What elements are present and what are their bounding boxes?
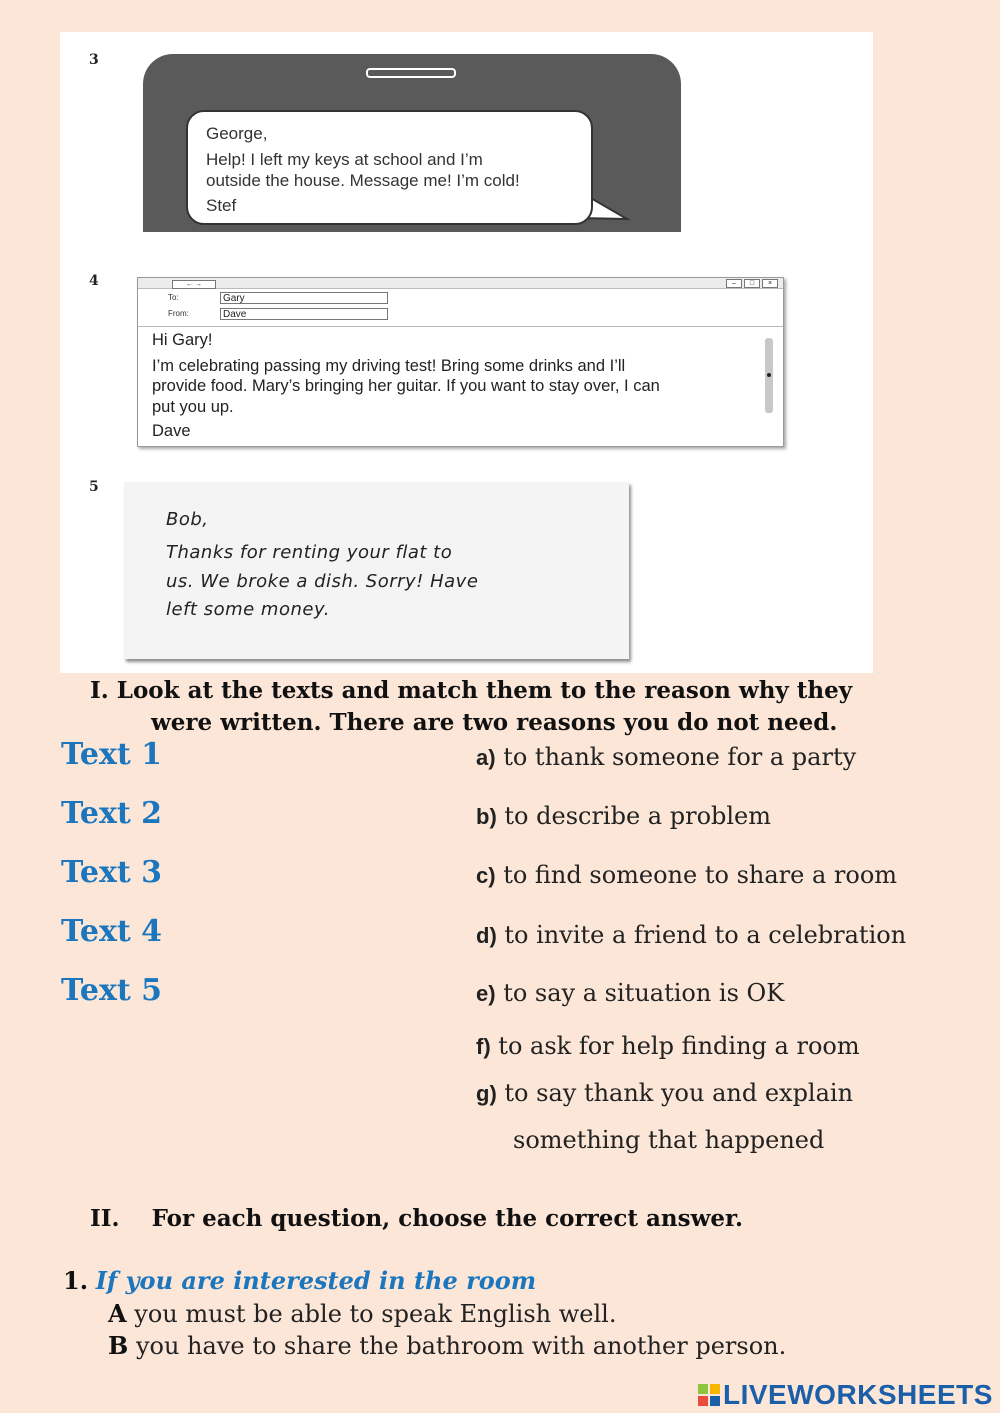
email-header: [138, 288, 783, 327]
text-label-5[interactable]: Text 5: [61, 973, 163, 1008]
message-line: outside the house. Message me! I’m cold!: [206, 171, 520, 190]
answer-b[interactable]: B you have to share the bathroom with another person.: [108, 1331, 787, 1360]
maximize-icon: □: [744, 279, 760, 288]
exercise2-heading: II. For each question, choose the correct answer.: [90, 1205, 744, 1232]
to-field: Gary: [220, 292, 388, 304]
email-body: [152, 330, 752, 442]
option-e[interactable]: e) to say a situation is OK: [476, 979, 785, 1007]
exercise1-instruction: [90, 675, 960, 739]
question-1: 1. If you are interested in the room: [63, 1266, 537, 1295]
email-line: put you up.: [152, 397, 234, 416]
option-g-continuation: something that happened: [513, 1126, 825, 1154]
to-label: To:: [168, 293, 179, 302]
note-line: us. We broke a dish. Sorry! Have: [166, 571, 479, 592]
email-scrollbar: [765, 338, 773, 413]
option-g[interactable]: g) to say thank you and explain: [476, 1079, 854, 1107]
text3-number: 3: [89, 52, 99, 68]
message-greeting: George,: [206, 124, 268, 143]
text-label-4[interactable]: Text 4: [61, 914, 163, 949]
liveworksheets-logo: LIVEWORKSHEETS: [698, 1379, 993, 1411]
option-c[interactable]: c) to find someone to share a room: [476, 861, 898, 889]
message-signoff: Stef: [206, 196, 237, 215]
text4-number: 4: [89, 273, 99, 289]
instruction-line: I. Look at the texts and match them to the reason why they: [90, 677, 853, 704]
handwritten-note: [124, 482, 629, 659]
option-b[interactable]: b) to describe a problem: [476, 802, 772, 830]
option-f[interactable]: f) to ask for help finding a room: [476, 1032, 860, 1060]
text-label-1[interactable]: Text 1: [61, 737, 163, 772]
minimize-icon: –: [726, 279, 742, 288]
email-line: I’m celebrating passing my driving test! Bring some drinks and I’ll: [152, 356, 626, 375]
email-window: [137, 277, 784, 447]
note-greeting: Bob,: [166, 509, 209, 530]
message-line: Help! I left my keys at school and I’m: [206, 150, 483, 169]
note-line: Thanks for renting your flat to: [166, 542, 453, 563]
email-line: provide food. Mary’s bringing her guitar. If you want to stay over, I can: [152, 377, 660, 395]
from-label: From:: [168, 309, 189, 318]
from-field: Dave: [220, 308, 388, 320]
close-icon: ×: [762, 279, 778, 288]
text5-number: 5: [89, 479, 99, 495]
answer-a[interactable]: A you must be able to speak English well.: [108, 1299, 617, 1328]
text-label-3[interactable]: Text 3: [61, 855, 163, 890]
text-message-bubble: [186, 110, 593, 225]
note-line: left some money.: [166, 599, 330, 620]
instruction-line: were written. There are two reasons you do not need.: [151, 709, 838, 736]
option-d[interactable]: d) to invite a friend to a celebration: [476, 921, 907, 949]
text-label-2[interactable]: Text 2: [61, 796, 163, 831]
email-greeting: Hi Gary!: [152, 331, 213, 349]
option-a[interactable]: a) to thank someone for a party: [476, 743, 857, 771]
phone-speaker: [366, 68, 456, 78]
email-signoff: Dave: [152, 422, 191, 440]
logo-grid-icon: [698, 1384, 720, 1406]
email-nav-arrows: ← →: [172, 280, 216, 289]
